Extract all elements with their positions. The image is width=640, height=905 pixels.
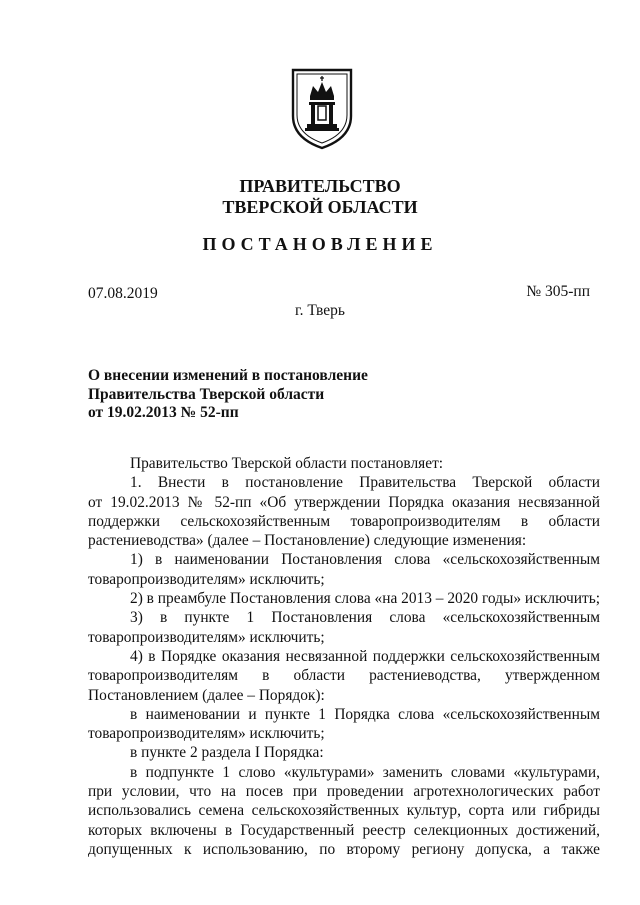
body-line: товаропроизводителям» исключить;: [88, 725, 325, 743]
body-line: в наименовании и пункте 1 Порядка слова «сельскохозяйственным: [130, 705, 600, 723]
body-line: в пункте 2 раздела I Порядка:: [130, 744, 324, 762]
document-subject: [88, 367, 368, 423]
body-line: которых включены в Государственный реестр селекционных достижений,: [88, 821, 600, 839]
tver-coat-of-arms-emblem: [289, 66, 355, 150]
document-date: 07.08.2019: [88, 285, 158, 302]
body-line: товаропроизводителям в области растениеводства, утвержденном: [88, 667, 600, 685]
body-line: Правительство Тверской области постановляет:: [130, 455, 444, 472]
body-line: от 19.02.2013 № 52-пп «Об утверждении Порядка оказания несвязанной: [88, 493, 600, 511]
body-line: использовались семена сельскохозяйственных культур, сорта или гибриды: [88, 802, 600, 820]
body-line: 1) в наименовании Постановления слова «сельскохозяйственным: [130, 551, 600, 569]
government-title: ПРАВИТЕЛЬСТВО: [239, 176, 401, 196]
body-line: 2) в преамбуле Постановления слова «на 2013 – 2020 годы» исключить;: [130, 590, 600, 608]
subject-line: О внесении изменений в постановление: [88, 367, 368, 384]
body-line: поддержки сельскохозяйственным товаропроизводителям в области: [88, 512, 600, 530]
body-line: при условии, что на посев при проведении агротехнологических работ: [88, 783, 600, 801]
document-type-title: ПОСТАНОВЛЕНИЕ: [202, 234, 438, 254]
region-title: ТВЕРСКОЙ ОБЛАСТИ: [222, 197, 418, 217]
body-line: товаропроизводителям» исключить;: [88, 570, 325, 588]
body-line: в подпункте 1 слово «культурами» заменить словами «культурами,: [130, 763, 600, 781]
body-line: Постановлением (далее – Порядок):: [88, 686, 325, 704]
subject-line: Правительства Тверской области: [88, 385, 325, 403]
subject-line: от 19.02.2013 № 52-пп: [88, 404, 239, 421]
body-line: товаропроизводителям» исключить;: [88, 628, 325, 646]
body-line: растениеводства» (далее – Постановление) следующие изменения:: [88, 532, 527, 550]
document-number: № 305-пп: [526, 283, 590, 300]
body-line: 3) в пункте 1 Постановления слова «сельскохозяйственным: [130, 609, 600, 627]
body-line: допущенных к использованию, по второму региону допуска, а также: [88, 840, 600, 858]
body-line: 4) в Порядке оказания несвязанной поддержки сельскохозяйственным: [130, 647, 600, 665]
document-city: г. Тверь: [295, 302, 345, 319]
body-line: 1. Внести в постановление Правительства Тверской области: [130, 474, 600, 492]
document-body: [88, 454, 600, 859]
